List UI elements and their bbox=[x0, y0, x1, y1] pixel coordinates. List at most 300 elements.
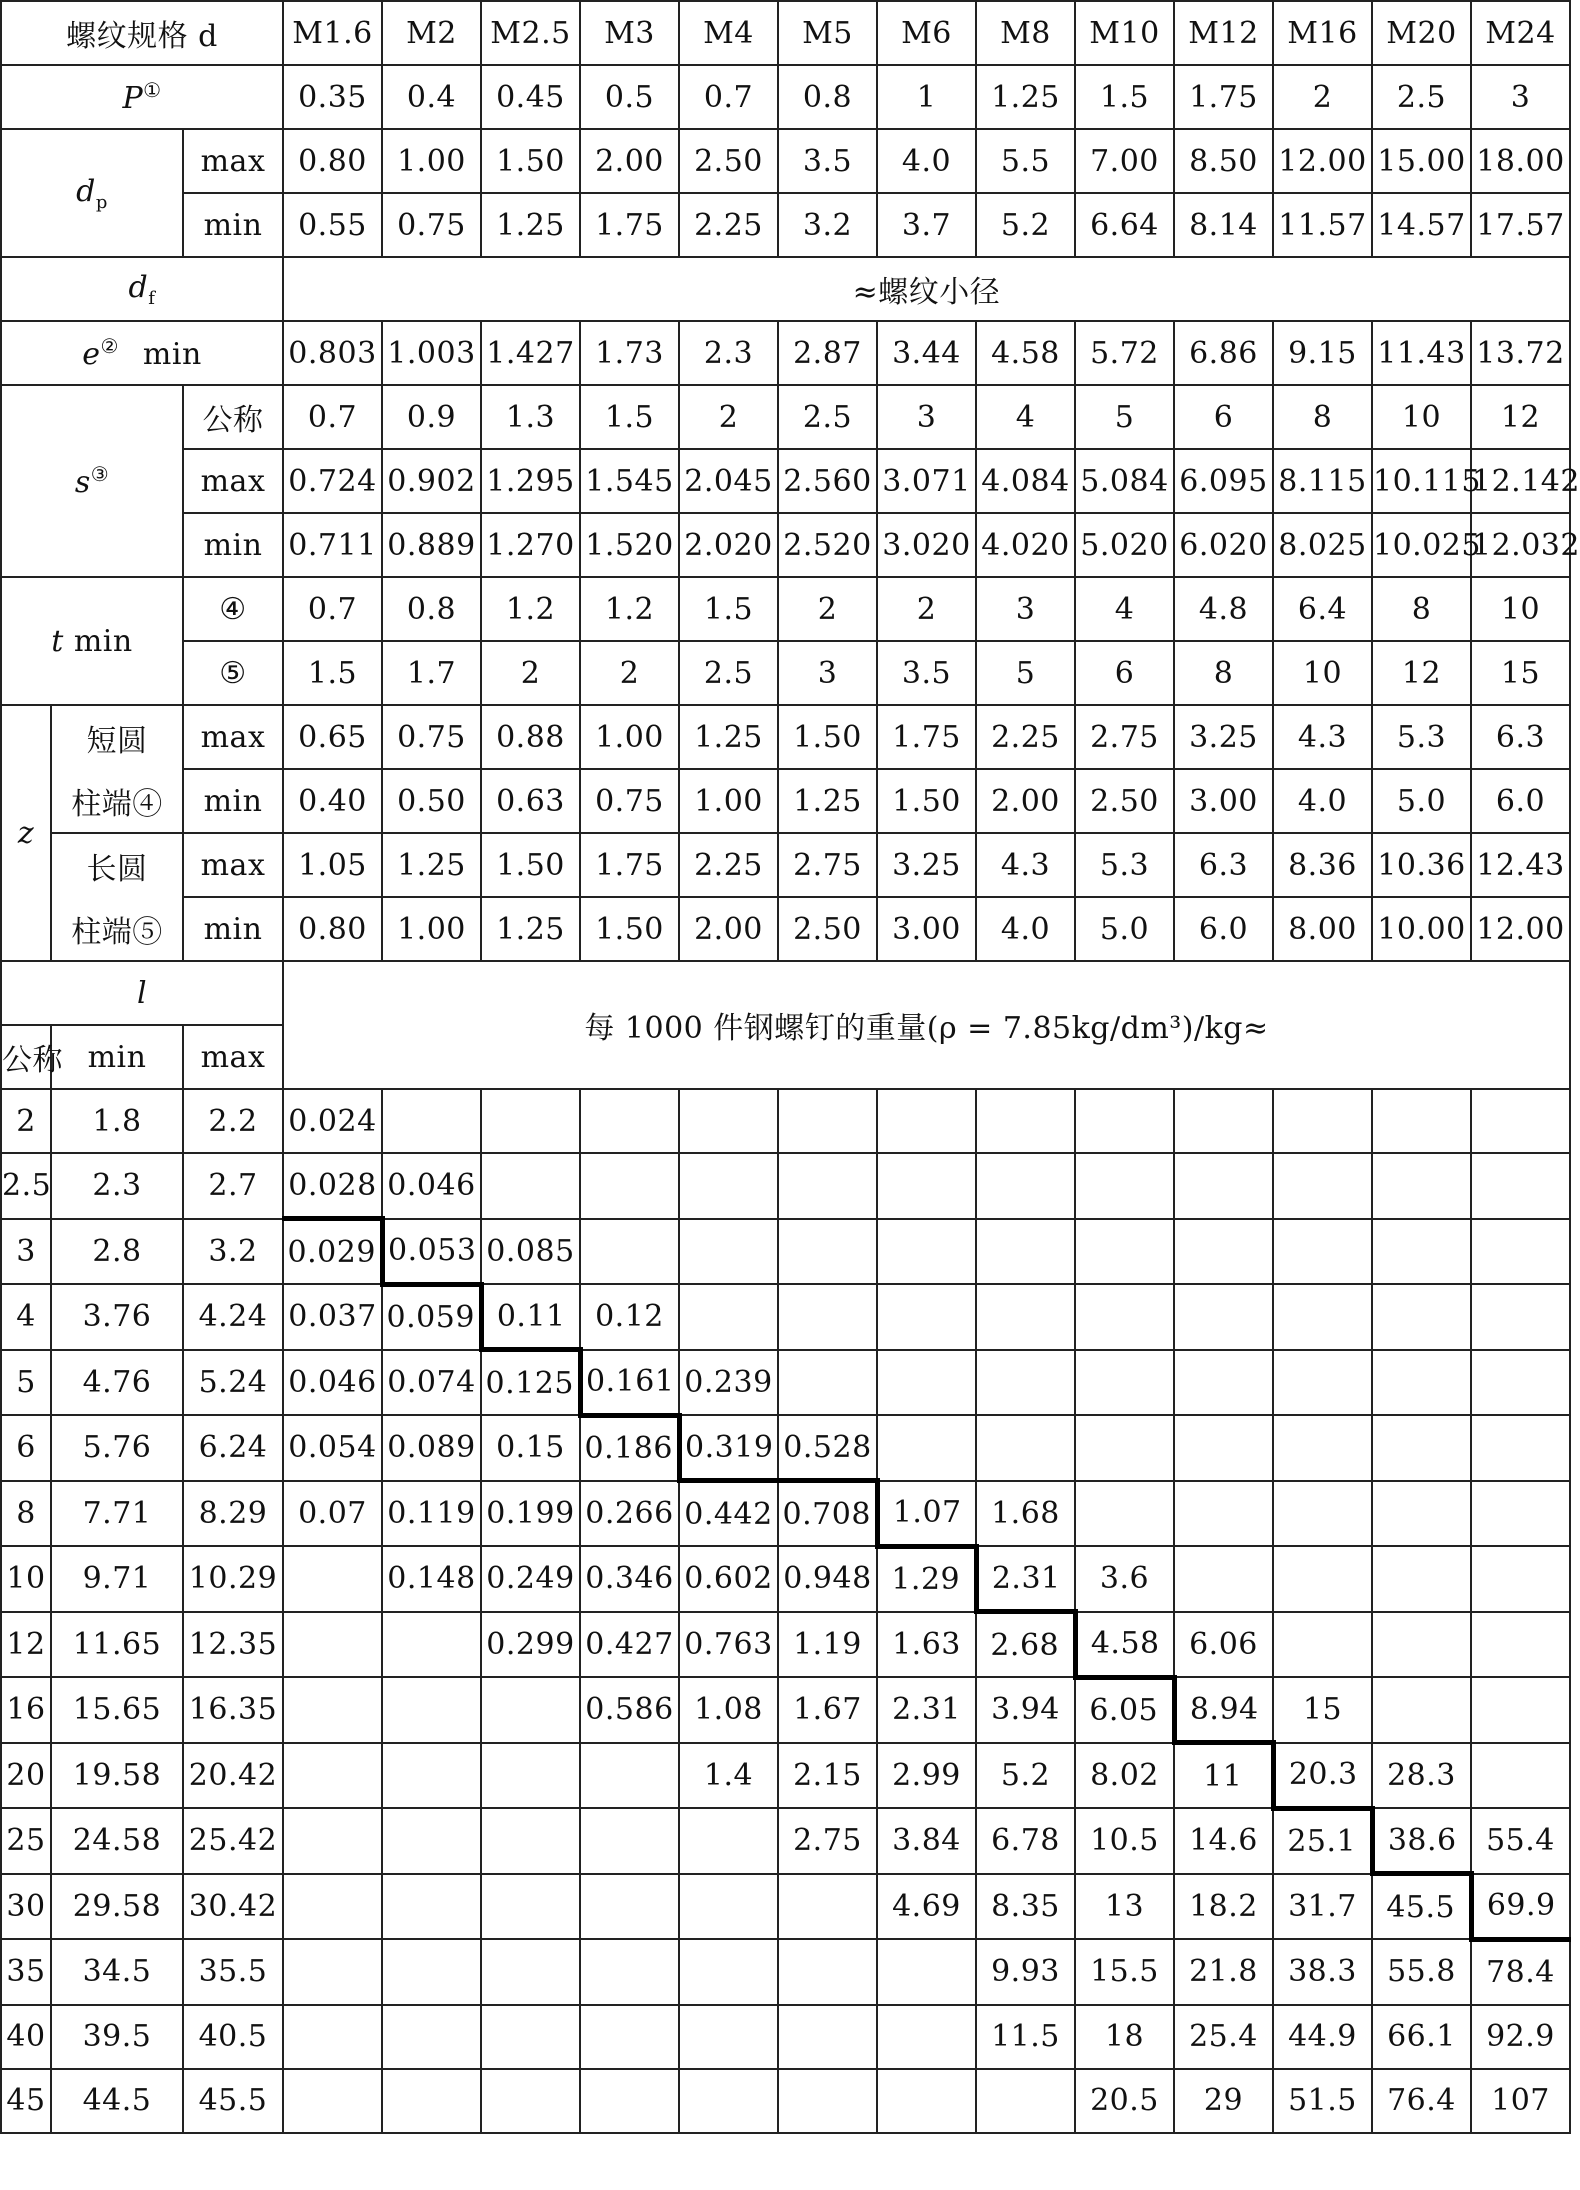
l-nom-cell: 10 bbox=[1, 1546, 51, 1612]
weight-cell: 0.037 bbox=[283, 1284, 382, 1350]
l-min-cell: 39.5 bbox=[51, 2005, 183, 2069]
weight-cell: 76.4 bbox=[1372, 2069, 1471, 2133]
weight-cell: 25.1 bbox=[1273, 1808, 1372, 1874]
weight-cell bbox=[976, 1350, 1075, 1416]
weight-cell bbox=[1174, 1481, 1273, 1547]
l-min-cell: 1.8 bbox=[51, 1089, 183, 1153]
weight-cell: 4.58 bbox=[1075, 1612, 1174, 1678]
weight-cell bbox=[283, 2005, 382, 2069]
s-nom-cell: 8 bbox=[1273, 385, 1372, 449]
s-min-cell: 1.520 bbox=[580, 513, 679, 577]
s-min-cell: 8.025 bbox=[1273, 513, 1372, 577]
weight-cell: 55.8 bbox=[1372, 1939, 1471, 2005]
e-cell: 2.3 bbox=[679, 321, 778, 385]
l-min-cell: 15.65 bbox=[51, 1677, 183, 1743]
s-nom-cell: 1.5 bbox=[580, 385, 679, 449]
weight-cell: 1.68 bbox=[976, 1481, 1075, 1547]
s-max-cell: 1.295 bbox=[481, 449, 580, 513]
dp-min-cell: 0.55 bbox=[283, 193, 382, 257]
e-cell: 5.72 bbox=[1075, 321, 1174, 385]
l-nom-cell: 16 bbox=[1, 1677, 51, 1743]
weight-cell bbox=[1273, 1153, 1372, 1219]
weight-cell: 0.15 bbox=[481, 1415, 580, 1481]
z-short-max-row bbox=[1, 705, 1570, 769]
weight-cell bbox=[382, 1089, 481, 1153]
z-short-min-cell: 5.0 bbox=[1372, 769, 1471, 833]
weight-cell bbox=[877, 1089, 976, 1153]
weight-cell bbox=[778, 1284, 877, 1350]
weight-cell bbox=[283, 1546, 382, 1612]
weight-cell: 0.239 bbox=[679, 1350, 778, 1416]
dp-max-label: max bbox=[183, 129, 283, 193]
weight-cell bbox=[1273, 1089, 1372, 1153]
weight-cell bbox=[679, 2005, 778, 2069]
weight-cell: 0.299 bbox=[481, 1612, 580, 1678]
l-row bbox=[1, 1808, 1570, 1874]
weight-cell: 9.93 bbox=[976, 1939, 1075, 2005]
weight-cell bbox=[877, 2005, 976, 2069]
weight-cell bbox=[778, 1350, 877, 1416]
s-nom-cell: 2.5 bbox=[778, 385, 877, 449]
weight-cell: 1.19 bbox=[778, 1612, 877, 1678]
z-short-max-cell: 1.75 bbox=[877, 705, 976, 769]
z-long-min-cell: 4.0 bbox=[976, 897, 1075, 961]
weight-cell bbox=[580, 1808, 679, 1874]
s-min-cell: 2.520 bbox=[778, 513, 877, 577]
df-value: ≈螺纹小径 bbox=[283, 257, 1570, 321]
l-nom-cell: 5 bbox=[1, 1350, 51, 1416]
size-header-cell: M12 bbox=[1174, 1, 1273, 65]
l-nom-cell: 3 bbox=[1, 1219, 51, 1285]
weight-cell: 0.053 bbox=[382, 1219, 481, 1285]
dp-max-cell: 2.00 bbox=[580, 129, 679, 193]
dp-max-cell: 8.50 bbox=[1174, 129, 1273, 193]
z-long-min-cell: 0.80 bbox=[283, 897, 382, 961]
weight-cell: 78.4 bbox=[1471, 1939, 1570, 2005]
weight-cell: 2.68 bbox=[976, 1612, 1075, 1678]
weight-cell: 55.4 bbox=[1471, 1808, 1570, 1874]
weight-cell bbox=[1075, 1350, 1174, 1416]
s-min-cell: 0.889 bbox=[382, 513, 481, 577]
weight-cell: 13 bbox=[1075, 1874, 1174, 1940]
z-long-max-cell: 1.05 bbox=[283, 833, 382, 897]
s-min-label: min bbox=[183, 513, 283, 577]
size-header-cell: M5 bbox=[778, 1, 877, 65]
z-long-min-label: min bbox=[183, 897, 283, 961]
weight-cell bbox=[283, 1612, 382, 1678]
df-row bbox=[1, 257, 1570, 321]
weight-cell: 0.12 bbox=[580, 1284, 679, 1350]
l-min-cell: 19.58 bbox=[51, 1743, 183, 1809]
l-row bbox=[1, 1939, 1570, 2005]
weight-cell: 0.602 bbox=[679, 1546, 778, 1612]
weight-cell: 0.024 bbox=[283, 1089, 382, 1153]
weight-cell: 0.249 bbox=[481, 1546, 580, 1612]
pitch-cell: 1.5 bbox=[1075, 65, 1174, 129]
weight-cell bbox=[1174, 1153, 1273, 1219]
weight-cell bbox=[679, 1808, 778, 1874]
l-max-cell: 25.42 bbox=[183, 1808, 283, 1874]
weight-cell: 1.08 bbox=[679, 1677, 778, 1743]
dp-max-cell: 3.5 bbox=[778, 129, 877, 193]
weight-cell bbox=[1174, 1415, 1273, 1481]
z-short-max-cell: 0.75 bbox=[382, 705, 481, 769]
s-min-cell: 5.020 bbox=[1075, 513, 1174, 577]
weight-cell bbox=[283, 1743, 382, 1809]
l-label-symbol: l bbox=[136, 975, 148, 1011]
l-nom-cell: 2 bbox=[1, 1089, 51, 1153]
weight-cell: 6.05 bbox=[1075, 1677, 1174, 1743]
l-nom-label: 公称 bbox=[1, 1025, 51, 1089]
weight-cell: 2.31 bbox=[976, 1546, 1075, 1612]
spec-label bbox=[1, 1, 283, 65]
weight-cell: 0.059 bbox=[382, 1284, 481, 1350]
l-nom-cell: 45 bbox=[1, 2069, 51, 2133]
z-long-max-cell: 8.36 bbox=[1273, 833, 1372, 897]
z-long-min-cell: 8.00 bbox=[1273, 897, 1372, 961]
weight-cell bbox=[1075, 1481, 1174, 1547]
weight-cell bbox=[481, 1874, 580, 1940]
l-max-cell: 45.5 bbox=[183, 2069, 283, 2133]
weight-cell bbox=[1174, 1284, 1273, 1350]
weight-cell: 18 bbox=[1075, 2005, 1174, 2069]
weight-cell: 10.5 bbox=[1075, 1808, 1174, 1874]
t-label-symbol: t bbox=[51, 623, 64, 659]
weight-cell: 14.6 bbox=[1174, 1808, 1273, 1874]
s-max-cell: 4.084 bbox=[976, 449, 1075, 513]
size-header-cell: M16 bbox=[1273, 1, 1372, 65]
weight-cell: 69.9 bbox=[1471, 1874, 1570, 1940]
weight-cell bbox=[778, 1939, 877, 2005]
s-min-cell: 10.025 bbox=[1372, 513, 1471, 577]
e-label-superscript: ② bbox=[100, 334, 119, 358]
s-max-cell: 12.142 bbox=[1471, 449, 1570, 513]
weight-cell: 2.15 bbox=[778, 1743, 877, 1809]
l-min-cell: 2.3 bbox=[51, 1153, 183, 1219]
t-r4-cell: 1.5 bbox=[679, 577, 778, 641]
pitch-cell: 1.75 bbox=[1174, 65, 1273, 129]
l-min-cell: 5.76 bbox=[51, 1415, 183, 1481]
t-r5-cell: 15 bbox=[1471, 641, 1570, 705]
z-short-min-cell: 0.40 bbox=[283, 769, 382, 833]
weight-cell bbox=[1174, 1350, 1273, 1416]
z-short-min-cell: 4.0 bbox=[1273, 769, 1372, 833]
weight-cell: 0.427 bbox=[580, 1612, 679, 1678]
weight-cell: 2.75 bbox=[778, 1808, 877, 1874]
weight-cell: 0.266 bbox=[580, 1481, 679, 1547]
z-long-min-row bbox=[1, 897, 1570, 961]
l-row bbox=[1, 1874, 1570, 1940]
dp-min-cell: 1.75 bbox=[580, 193, 679, 257]
e-cell: 9.15 bbox=[1273, 321, 1372, 385]
l-min-label: min bbox=[51, 1025, 183, 1089]
s-min-cell: 2.020 bbox=[679, 513, 778, 577]
weight-cell bbox=[481, 1153, 580, 1219]
z-short-max-cell: 0.88 bbox=[481, 705, 580, 769]
weight-cell bbox=[1372, 1219, 1471, 1285]
dp-min-cell: 3.2 bbox=[778, 193, 877, 257]
z-long-min-cell: 2.50 bbox=[778, 897, 877, 961]
weight-cell bbox=[778, 2069, 877, 2133]
t-r4-cell: 4.8 bbox=[1174, 577, 1273, 641]
l-min-cell: 7.71 bbox=[51, 1481, 183, 1547]
weight-cell bbox=[976, 1284, 1075, 1350]
weight-cell: 25.4 bbox=[1174, 2005, 1273, 2069]
weight-cell bbox=[1471, 1546, 1570, 1612]
e-cell: 1.427 bbox=[481, 321, 580, 385]
dp-max-cell: 18.00 bbox=[1471, 129, 1570, 193]
l-row bbox=[1, 2069, 1570, 2133]
weight-cell bbox=[1471, 1089, 1570, 1153]
weight-cell: 21.8 bbox=[1174, 1939, 1273, 2005]
z-long-max-cell: 1.75 bbox=[580, 833, 679, 897]
l-min-cell: 29.58 bbox=[51, 1874, 183, 1940]
s-min-row bbox=[1, 513, 1570, 577]
dp-max-cell: 1.50 bbox=[481, 129, 580, 193]
weight-cell: 0.319 bbox=[679, 1415, 778, 1481]
weight-cell bbox=[1372, 1153, 1471, 1219]
weight-cell bbox=[1273, 1284, 1372, 1350]
l-max-cell: 3.2 bbox=[183, 1219, 283, 1285]
weight-cell bbox=[283, 1677, 382, 1743]
weight-cell bbox=[580, 1219, 679, 1285]
weight-cell: 0.085 bbox=[481, 1219, 580, 1285]
t-r5-cell: 1.7 bbox=[382, 641, 481, 705]
z-short-min-cell: 2.00 bbox=[976, 769, 1075, 833]
z-long-max-label: max bbox=[183, 833, 283, 897]
weight-cell bbox=[1174, 1546, 1273, 1612]
weight-cell: 2.31 bbox=[877, 1677, 976, 1743]
l-row bbox=[1, 1612, 1570, 1678]
weight-cell: 20.5 bbox=[1075, 2069, 1174, 2133]
weight-cell bbox=[976, 1153, 1075, 1219]
e-label bbox=[1, 321, 283, 385]
z-long-max-cell: 2.25 bbox=[679, 833, 778, 897]
weight-cell: 0.346 bbox=[580, 1546, 679, 1612]
t-r5-cell: 12 bbox=[1372, 641, 1471, 705]
l-row bbox=[1, 1089, 1570, 1153]
pitch-cell: 0.7 bbox=[679, 65, 778, 129]
s-nom-cell: 4 bbox=[976, 385, 1075, 449]
weight-cell bbox=[778, 1089, 877, 1153]
weight-cell bbox=[1372, 1546, 1471, 1612]
weight-cell bbox=[382, 1874, 481, 1940]
l-max-cell: 35.5 bbox=[183, 1939, 283, 2005]
weight-cell: 0.125 bbox=[481, 1350, 580, 1416]
weight-label: 每 1000 件钢螺钉的重量(ρ = 7.85kg/dm³)/kg≈ bbox=[283, 961, 1570, 1089]
weight-cell: 4.69 bbox=[877, 1874, 976, 1940]
weight-cell bbox=[976, 2069, 1075, 2133]
e-cell: 1.003 bbox=[382, 321, 481, 385]
e-cell: 11.43 bbox=[1372, 321, 1471, 385]
z-short-max-cell: 2.75 bbox=[1075, 705, 1174, 769]
t-r5-cell: 8 bbox=[1174, 641, 1273, 705]
dp-max-cell: 1.00 bbox=[382, 129, 481, 193]
size-header-cell: M2 bbox=[382, 1, 481, 65]
l-nom-cell: 4 bbox=[1, 1284, 51, 1350]
weight-cell bbox=[481, 1677, 580, 1743]
l-row bbox=[1, 1743, 1570, 1809]
s-nom-cell: 0.7 bbox=[283, 385, 382, 449]
weight-cell: 0.708 bbox=[778, 1481, 877, 1547]
z-long-max-cell: 6.3 bbox=[1174, 833, 1273, 897]
l-max-cell: 8.29 bbox=[183, 1481, 283, 1547]
weight-cell: 6.06 bbox=[1174, 1612, 1273, 1678]
weight-cell: 6.78 bbox=[976, 1808, 1075, 1874]
weight-cell: 31.7 bbox=[1273, 1874, 1372, 1940]
weight-cell bbox=[382, 2005, 481, 2069]
z-long-max-cell: 4.3 bbox=[976, 833, 1075, 897]
weight-cell bbox=[1174, 1089, 1273, 1153]
z-short-max-cell: 5.3 bbox=[1372, 705, 1471, 769]
s-max-cell: 8.115 bbox=[1273, 449, 1372, 513]
size-header-cell: M2.5 bbox=[481, 1, 580, 65]
weight-cell bbox=[1471, 1677, 1570, 1743]
l-row bbox=[1, 1219, 1570, 1285]
weight-cell: 0.046 bbox=[283, 1350, 382, 1416]
weight-cell bbox=[1273, 1350, 1372, 1416]
z-short-max-cell: 0.65 bbox=[283, 705, 382, 769]
e-cell: 3.44 bbox=[877, 321, 976, 385]
t-r4-cell: 8 bbox=[1372, 577, 1471, 641]
z-long-max-cell: 3.25 bbox=[877, 833, 976, 897]
z-long-min-cell: 1.50 bbox=[580, 897, 679, 961]
s-max-cell: 2.560 bbox=[778, 449, 877, 513]
df-label bbox=[1, 257, 283, 321]
weight-cell bbox=[382, 1612, 481, 1678]
s-max-cell: 5.084 bbox=[1075, 449, 1174, 513]
z-long-max-cell: 1.50 bbox=[481, 833, 580, 897]
l-nom-cell: 20 bbox=[1, 1743, 51, 1809]
t-r4-cell: 1.2 bbox=[481, 577, 580, 641]
z-short-min-cell: 3.00 bbox=[1174, 769, 1273, 833]
l-min-cell: 24.58 bbox=[51, 1808, 183, 1874]
weight-cell: 0.161 bbox=[580, 1350, 679, 1416]
weight-cell bbox=[877, 2069, 976, 2133]
z-short-label-1: 短圆 bbox=[51, 705, 183, 769]
weight-cell bbox=[1075, 1284, 1174, 1350]
weight-cell: 44.9 bbox=[1273, 2005, 1372, 2069]
weight-cell: 1.63 bbox=[877, 1612, 976, 1678]
z-long-min-cell: 12.00 bbox=[1471, 897, 1570, 961]
header-row bbox=[1, 1, 1570, 65]
weight-cell bbox=[679, 1219, 778, 1285]
l-nom-cell: 40 bbox=[1, 2005, 51, 2069]
t-label bbox=[1, 577, 183, 705]
l-max-cell: 2.7 bbox=[183, 1153, 283, 1219]
z-long-max-cell: 1.25 bbox=[382, 833, 481, 897]
weight-cell bbox=[382, 2069, 481, 2133]
z-short-min-cell: 1.00 bbox=[679, 769, 778, 833]
l-max-cell: 4.24 bbox=[183, 1284, 283, 1350]
s-min-cell: 6.020 bbox=[1174, 513, 1273, 577]
weight-cell bbox=[283, 2069, 382, 2133]
z-long-min-cell: 6.0 bbox=[1174, 897, 1273, 961]
weight-cell bbox=[1372, 1350, 1471, 1416]
t-r5-cell: 3.5 bbox=[877, 641, 976, 705]
dp-min-cell: 6.64 bbox=[1075, 193, 1174, 257]
weight-cell: 66.1 bbox=[1372, 2005, 1471, 2069]
z-short-max-cell: 2.25 bbox=[976, 705, 1075, 769]
l-row bbox=[1, 2005, 1570, 2069]
z-short-min-label: min bbox=[183, 769, 283, 833]
dp-min-cell: 14.57 bbox=[1372, 193, 1471, 257]
s-min-cell: 3.020 bbox=[877, 513, 976, 577]
weight-cell: 8.94 bbox=[1174, 1677, 1273, 1743]
e-cell: 4.58 bbox=[976, 321, 1075, 385]
dp-max-cell: 15.00 bbox=[1372, 129, 1471, 193]
weight-cell bbox=[778, 1874, 877, 1940]
z-label-symbol: z bbox=[17, 815, 35, 851]
s-label-symbol: s bbox=[74, 465, 91, 500]
t-r4-cell: 3 bbox=[976, 577, 1075, 641]
l-min-cell: 4.76 bbox=[51, 1350, 183, 1416]
weight-cell: 1.29 bbox=[877, 1546, 976, 1612]
pitch-cell: 1 bbox=[877, 65, 976, 129]
pitch-cell: 1.25 bbox=[976, 65, 1075, 129]
weight-cell bbox=[1372, 1612, 1471, 1678]
l-row bbox=[1, 1546, 1570, 1612]
z-short-min-cell: 2.50 bbox=[1075, 769, 1174, 833]
z-long-min-cell: 10.00 bbox=[1372, 897, 1471, 961]
weight-cell bbox=[283, 1874, 382, 1940]
l-nom-cell: 2.5 bbox=[1, 1153, 51, 1219]
weight-cell bbox=[382, 1743, 481, 1809]
weight-cell bbox=[580, 2005, 679, 2069]
t-r4-label: ④ bbox=[183, 577, 283, 641]
z-short-min-cell: 6.0 bbox=[1471, 769, 1570, 833]
z-long-max-cell: 5.3 bbox=[1075, 833, 1174, 897]
s-nom-label: 公称 bbox=[183, 385, 283, 449]
size-header-cell: M4 bbox=[679, 1, 778, 65]
weight-cell bbox=[1372, 1284, 1471, 1350]
l-min-cell: 44.5 bbox=[51, 2069, 183, 2133]
weight-cell bbox=[580, 2069, 679, 2133]
weight-cell: 8.02 bbox=[1075, 1743, 1174, 1809]
weight-cell: 45.5 bbox=[1372, 1874, 1471, 1940]
weight-cell bbox=[1471, 1153, 1570, 1219]
z-short-max-label: max bbox=[183, 705, 283, 769]
pitch-label bbox=[1, 65, 283, 129]
weight-cell bbox=[580, 1743, 679, 1809]
weight-cell bbox=[382, 1808, 481, 1874]
dp-min-cell: 5.2 bbox=[976, 193, 1075, 257]
pitch-row bbox=[1, 65, 1570, 129]
weight-cell: 0.442 bbox=[679, 1481, 778, 1547]
s-label-superscript: ③ bbox=[90, 462, 110, 486]
weight-cell bbox=[1372, 1089, 1471, 1153]
weight-cell bbox=[1471, 1219, 1570, 1285]
weight-cell: 5.2 bbox=[976, 1743, 1075, 1809]
t-r4-cell: 10 bbox=[1471, 577, 1570, 641]
l-row bbox=[1, 1677, 1570, 1743]
t-r5-row bbox=[1, 641, 1570, 705]
z-long-min-cell: 1.25 bbox=[481, 897, 580, 961]
weight-cell bbox=[877, 1939, 976, 2005]
size-header-cell: M24 bbox=[1471, 1, 1570, 65]
weight-cell: 1.67 bbox=[778, 1677, 877, 1743]
s-nom-cell: 0.9 bbox=[382, 385, 481, 449]
pitch-cell: 0.4 bbox=[382, 65, 481, 129]
s-nom-cell: 6 bbox=[1174, 385, 1273, 449]
weight-cell bbox=[1471, 1743, 1570, 1809]
weight-cell: 0.029 bbox=[283, 1219, 382, 1285]
dp-label-subscript: p bbox=[95, 191, 108, 213]
l-row bbox=[1, 1284, 1570, 1350]
weight-cell bbox=[1273, 1219, 1372, 1285]
weight-cell bbox=[382, 1677, 481, 1743]
pitch-cell: 0.5 bbox=[580, 65, 679, 129]
